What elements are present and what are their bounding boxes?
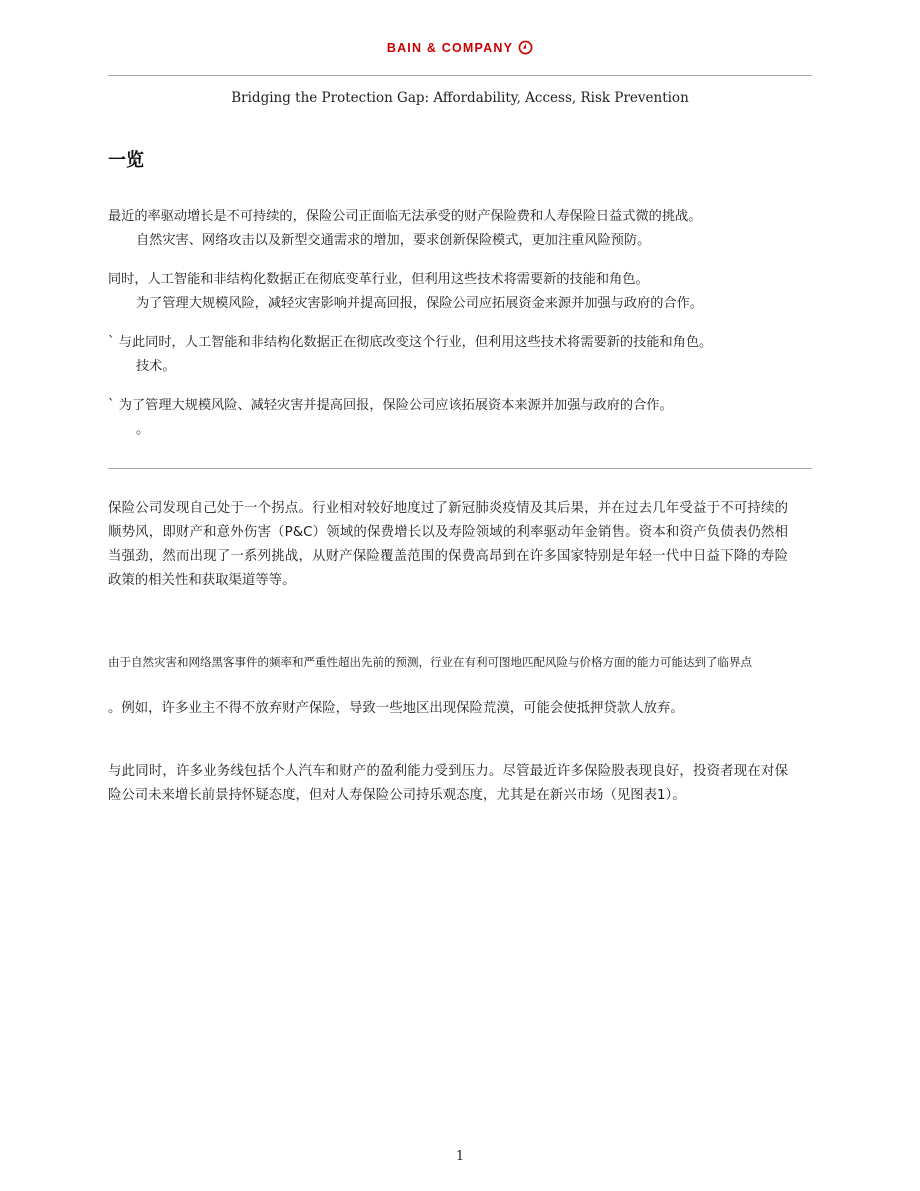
summary-line-indented: 自然灾害、网络攻击以及新型交通需求的增加，要求创新保险模式，更加注重风险预防。: [136, 233, 651, 248]
body-paragraph-continuation: 。例如，许多业主不得不放弃财产保险，导致一些地区出现保险荒漠，可能会使抵押贷款人放弃。: [108, 701, 684, 716]
summary-line-indented: 。: [136, 422, 150, 437]
body-paragraph-small: 由于自然灾害和网络黑客事件的频率和严重性超出先前的预测，行业在有利可图地匹配风险与价格方面的能力可能达到了临界点: [108, 655, 752, 669]
summary-line-indented: 为了管理大规模风险，减轻灾害影响并提高回报，保险公司应拓展资金来源并加强与政府的合作。: [136, 296, 704, 311]
section-heading: 一览: [108, 150, 144, 171]
summary-list: [108, 205, 828, 457]
section-divider: [108, 468, 812, 469]
summary-item: [108, 394, 828, 442]
bain-circle-logo-icon: [518, 40, 533, 55]
summary-line-indented: 技术。: [136, 359, 176, 374]
brand-header: [0, 40, 920, 55]
body-paragraph: 与此同时，许多业务线包括个人汽车和财产的盈利能力受到压力。尽管最近许多保险股表现良好，投资者现在对保险公司未来增长前景持怀疑态度，但对人寿保险公司持乐观态度，尤其是在新兴市场（见图表1）。: [108, 764, 788, 803]
summary-line: 最近的率驱动增长是不可持续的，保险公司正面临无法承受的财产保险费和人寿保险日益式微的挑战。: [108, 209, 702, 224]
summary-item: [108, 331, 828, 379]
summary-line: ` 为了管理大规模风险、减轻灾害并提高回报，保险公司应该拓展资本来源并加强与政府的合作。: [108, 398, 673, 413]
page-number: 1: [455, 1149, 465, 1164]
document-title: Bridging the Protection Gap: Affordability, Access, Risk Prevention: [231, 90, 689, 106]
header-divider: [108, 75, 812, 76]
body-paragraph: 保险公司发现自己处于一个拐点。行业相对较好地度过了新冠肺炎疫情及其后果，并在过去几年受益于不可持续的顺势风，即财产和意外伤害（P&C）领域的保费增长以及寿险领域的利率驱动年金销售。资本和资产负债表仍然相当强劲，然而出现了一系列挑战，从财产保险覆盖范围的保费高昂到在许多国家特别是年轻一代中日益下降的寿险政策的相关性和获取渠道等等。: [108, 501, 788, 588]
summary-line: 同时，人工智能和非结构化数据正在彻底变革行业，但利用这些技术将需要新的技能和角色。: [108, 272, 649, 287]
summary-item: [108, 205, 828, 253]
summary-item: [108, 268, 828, 316]
brand-name: BAIN & COMPANY: [386, 41, 514, 55]
summary-line: ` 与此同时，人工智能和非结构化数据正在彻底改变这个行业，但利用这些技术将需要新的技能和角色。: [108, 335, 713, 350]
